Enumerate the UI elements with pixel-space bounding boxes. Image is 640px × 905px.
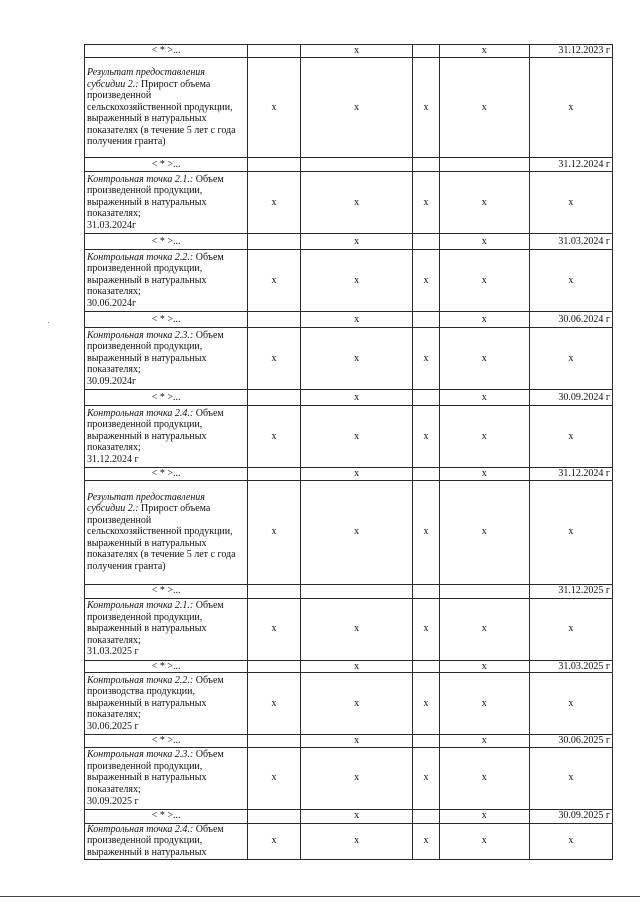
item-mark: x <box>300 823 412 859</box>
marker-cell <box>248 809 301 823</box>
item-description <box>85 328 248 390</box>
item-lead: Контрольная точка 2.2.: <box>87 674 194 686</box>
marker-cell: x <box>439 660 529 673</box>
item-mark: x <box>300 406 412 468</box>
marker-cell <box>413 584 439 598</box>
item-text: Прирост объема произведенной сельскохозяйственной продукции, выраженный в натуральных показателях (в течение 5 лет с года получения гранта) <box>87 78 236 148</box>
item-lead: Контрольная точка 2.3.: <box>87 329 194 341</box>
marker-label: < * >... <box>85 660 248 673</box>
item-text: Прирост объема произведенной сельскохозяйственной продукции, выраженный в натуральных показателях (в течение 5 лет с года получения гранта) <box>87 503 236 573</box>
item-mark: x <box>300 673 412 735</box>
marker-label: < * >... <box>85 45 248 58</box>
item-lead: Контрольная точка 2.2.: <box>87 251 194 263</box>
marker-cell <box>248 234 301 250</box>
marker-row <box>85 390 613 406</box>
marker-label: < * >... <box>85 584 248 598</box>
marker-cell <box>300 584 412 598</box>
marker-row <box>85 234 613 250</box>
item-mark: x <box>413 598 439 660</box>
marker-row <box>85 809 613 823</box>
marker-cell <box>248 584 301 598</box>
item-mark: x <box>248 480 301 584</box>
marker-row <box>85 660 613 673</box>
marker-cell: x <box>439 312 529 328</box>
marker-cell <box>413 158 439 172</box>
item-date: 30.09.2024г <box>87 375 137 387</box>
item-lead: Контрольная точка 2.1.: <box>87 600 194 612</box>
marker-date: 30.09.2024 г <box>529 390 612 406</box>
marker-label: < * >... <box>85 468 248 481</box>
results-table <box>84 44 613 860</box>
item-mark: x <box>248 673 301 735</box>
item-mark: x <box>529 673 612 735</box>
item-mark: x <box>529 823 612 859</box>
item-row <box>85 328 613 390</box>
item-date: 30.09.2025 г <box>87 795 139 807</box>
item-mark: x <box>413 823 439 859</box>
marker-date: 31.12.2023 г <box>529 45 612 58</box>
marker-date: 30.09.2025 г <box>529 809 612 823</box>
item-mark: x <box>300 747 412 809</box>
marker-cell: x <box>439 735 529 748</box>
item-mark: x <box>439 480 529 584</box>
item-mark: x <box>413 172 439 234</box>
marker-cell <box>413 468 439 481</box>
marker-row <box>85 468 613 481</box>
item-row <box>85 673 613 735</box>
item-date: 30.06.2025 г <box>87 721 139 733</box>
item-lead: Контрольная точка 2.4.: <box>87 823 194 835</box>
item-mark: x <box>413 673 439 735</box>
marker-cell <box>248 660 301 673</box>
item-mark: x <box>439 406 529 468</box>
marker-cell: x <box>300 312 412 328</box>
item-mark: x <box>439 747 529 809</box>
item-description <box>85 406 248 468</box>
marker-cell: x <box>300 735 412 748</box>
item-mark: x <box>248 747 301 809</box>
item-row <box>85 58 613 158</box>
marker-cell: x <box>439 390 529 406</box>
marker-date: 31.12.2024 г <box>529 158 612 172</box>
marker-cell <box>439 158 529 172</box>
item-mark: x <box>248 250 301 312</box>
scan-dot <box>48 322 49 323</box>
item-date: 31.03.2024г <box>87 219 137 231</box>
item-mark: x <box>413 250 439 312</box>
item-mark: x <box>300 598 412 660</box>
item-lead: Контрольная точка 2.4.: <box>87 407 194 419</box>
item-row <box>85 172 613 234</box>
marker-cell: x <box>300 390 412 406</box>
item-mark: x <box>300 250 412 312</box>
marker-cell: x <box>300 468 412 481</box>
item-mark: x <box>300 328 412 390</box>
item-row <box>85 598 613 660</box>
marker-date: 31.03.2024 г <box>529 234 612 250</box>
item-mark: x <box>439 328 529 390</box>
item-text: Объем произведенной продукции, выраженный в натуральных показателях; <box>87 251 224 298</box>
item-mark: x <box>439 673 529 735</box>
item-description <box>85 480 248 584</box>
marker-label: < * >... <box>85 809 248 823</box>
item-date: 31.12.2024 г <box>87 453 139 465</box>
item-mark: x <box>300 58 412 158</box>
item-row <box>85 406 613 468</box>
item-mark: x <box>529 250 612 312</box>
item-mark: x <box>413 406 439 468</box>
marker-cell <box>413 390 439 406</box>
marker-date: 31.03.2025 г <box>529 660 612 673</box>
results-table-body <box>85 45 613 860</box>
marker-cell <box>248 312 301 328</box>
item-description <box>85 58 248 158</box>
marker-cell <box>248 468 301 481</box>
item-mark: x <box>413 58 439 158</box>
marker-label: < * >... <box>85 312 248 328</box>
item-mark: x <box>529 58 612 158</box>
item-text: Объем произведенной продукции, выраженный в натуральных показателях; <box>87 600 224 646</box>
item-text: Объем произведенной продукции, выраженный в натуральных <box>87 823 224 858</box>
marker-label: < * >... <box>85 158 248 172</box>
marker-cell: x <box>439 234 529 250</box>
item-description <box>85 598 248 660</box>
item-mark: x <box>413 328 439 390</box>
marker-cell <box>248 390 301 406</box>
item-mark: x <box>529 747 612 809</box>
item-description <box>85 172 248 234</box>
item-mark: x <box>529 406 612 468</box>
marker-label: < * >... <box>85 390 248 406</box>
item-mark: x <box>248 58 301 158</box>
item-text: Объем произведенной продукции, выраженный в натуральных показателях; <box>87 749 224 796</box>
marker-row <box>85 584 613 598</box>
marker-date: 31.12.2025 г <box>529 584 612 598</box>
item-lead: Контрольная точка 2.3.: <box>87 749 194 761</box>
marker-cell <box>413 45 439 58</box>
item-mark: x <box>439 172 529 234</box>
item-mark: x <box>248 598 301 660</box>
item-description <box>85 673 248 735</box>
marker-cell: x <box>300 234 412 250</box>
marker-cell <box>413 312 439 328</box>
marker-cell <box>248 735 301 748</box>
item-lead: Результат предоставления субсидии 2.: <box>87 491 205 515</box>
item-mark: x <box>439 598 529 660</box>
item-date: 31.03.2025 г <box>87 646 139 658</box>
marker-cell: x <box>300 45 412 58</box>
item-lead: Контрольная точка 2.1.: <box>87 173 194 185</box>
marker-cell: x <box>439 468 529 481</box>
item-mark: x <box>248 406 301 468</box>
item-mark: x <box>439 58 529 158</box>
item-date: 30.06.2024г <box>87 297 137 309</box>
item-mark: x <box>248 172 301 234</box>
item-mark: x <box>300 172 412 234</box>
marker-label: < * >... <box>85 735 248 748</box>
item-mark: x <box>248 328 301 390</box>
marker-label: < * >... <box>85 234 248 250</box>
item-mark: x <box>529 598 612 660</box>
item-mark: x <box>300 480 412 584</box>
item-row <box>85 823 613 859</box>
marker-cell: x <box>300 809 412 823</box>
marker-cell <box>248 45 301 58</box>
marker-date: 31.12.2024 г <box>529 468 612 481</box>
item-lead: Результат предоставления субсидии 2.: <box>87 66 205 90</box>
marker-cell <box>413 809 439 823</box>
marker-cell <box>248 158 301 172</box>
marker-row <box>85 158 613 172</box>
item-mark: x <box>439 823 529 859</box>
marker-cell: x <box>439 45 529 58</box>
marker-date: 30.06.2024 г <box>529 312 612 328</box>
marker-cell <box>439 584 529 598</box>
marker-cell <box>413 660 439 673</box>
item-row <box>85 250 613 312</box>
item-mark: x <box>529 328 612 390</box>
item-row <box>85 480 613 584</box>
item-description <box>85 823 248 859</box>
page-bottom-rule <box>0 896 640 897</box>
item-mark: x <box>248 823 301 859</box>
item-text: Объем произведенной продукции, выраженный в натуральных показателях; <box>87 173 224 220</box>
item-mark: x <box>529 172 612 234</box>
marker-cell <box>413 234 439 250</box>
marker-row <box>85 312 613 328</box>
item-mark: x <box>413 480 439 584</box>
marker-date: 30.06.2025 г <box>529 735 612 748</box>
item-text: Объем произведенной продукции, выраженный в натуральных показателях; <box>87 407 224 454</box>
marker-row <box>85 45 613 58</box>
marker-cell: x <box>300 660 412 673</box>
item-mark: x <box>439 250 529 312</box>
item-description <box>85 250 248 312</box>
marker-cell <box>413 735 439 748</box>
item-description <box>85 747 248 809</box>
marker-cell <box>300 158 412 172</box>
item-row <box>85 747 613 809</box>
item-text: Объем производства продукции, выраженный в натуральных показателях; <box>87 674 224 721</box>
item-mark: x <box>529 480 612 584</box>
item-mark: x <box>413 747 439 809</box>
marker-cell: x <box>439 809 529 823</box>
item-text: Объем произведенной продукции, выраженный в натуральных показателях; <box>87 329 224 376</box>
marker-row <box>85 735 613 748</box>
